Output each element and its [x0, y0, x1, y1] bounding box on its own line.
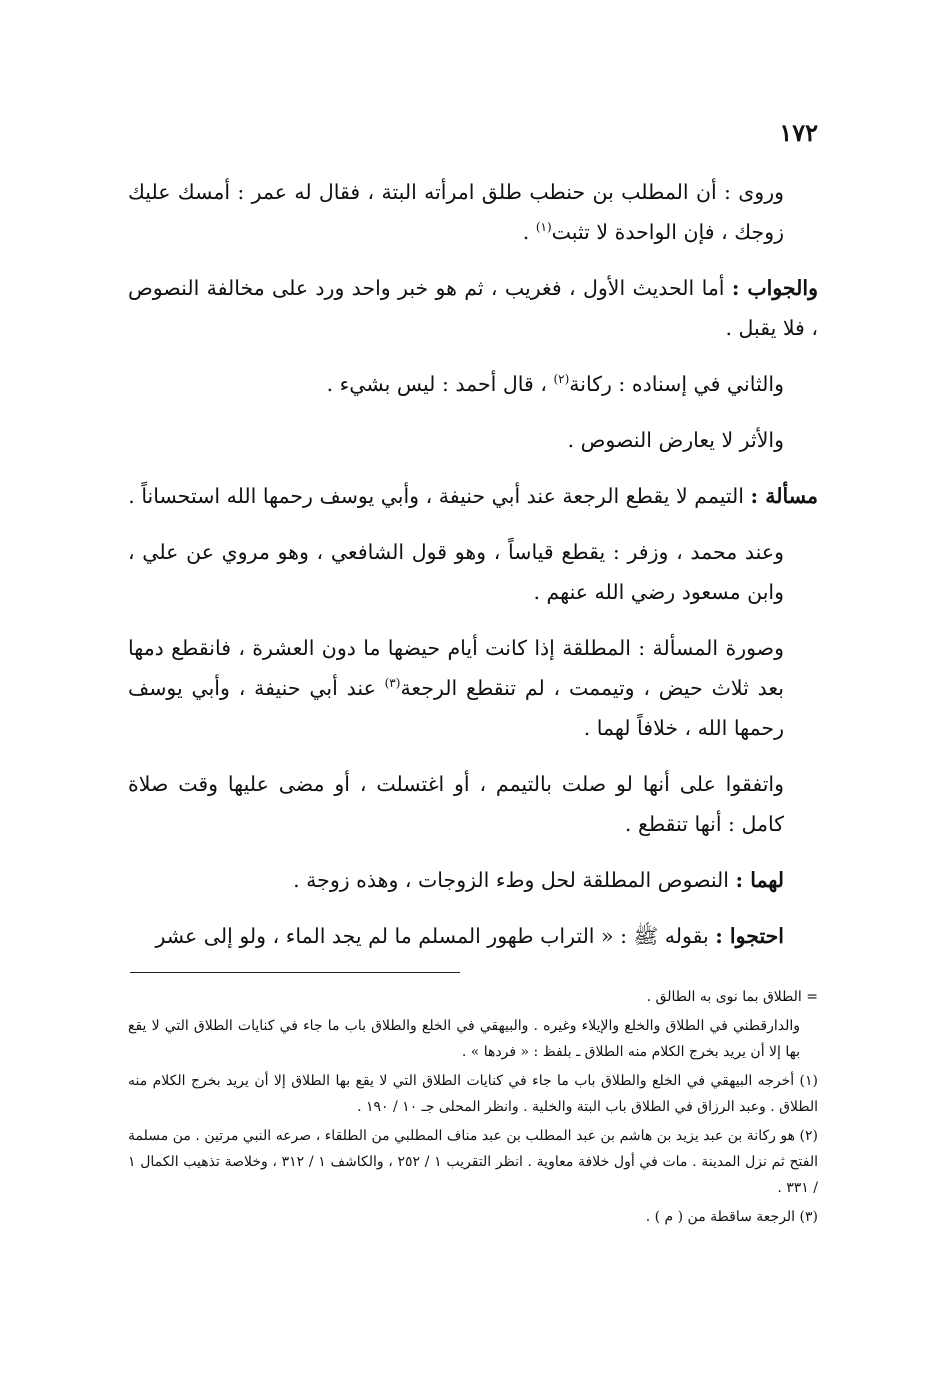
paragraph-text-tail: ، قال أحمد : ليس بشيء .: [326, 372, 554, 396]
paragraph-text: وروى : أن المطلب بن حنطب طلق امرأته البتة ، فقال له عمر : أمسك عليك زوجك ، فإن الواحدة لا تثبت: [128, 180, 784, 244]
paragraph: [128, 268, 818, 348]
main-text: [128, 172, 818, 972]
paragraph-text: أما الحديث الأول ، فغريب ، ثم هو خبر واحد ورد على مخالفة النصوص ، فلا يقبل .: [128, 276, 818, 340]
paragraph: [128, 420, 818, 460]
footnote: والدارقطني في الطلاق والخلع والإيلاء وغيره . والبيهقي في الخلع والطلاق باب ما جاء في كنايات الطلاق التي لا يقع بها إلا أن يريد بخرج الكلام منه الطلاق ـ بلفظ : « فردها » .: [128, 1018, 800, 1060]
paragraph-label: مسألة :: [750, 484, 818, 508]
footnote: = الطلاق بما نوى به الطالق .: [646, 989, 818, 1005]
paragraph-text: والأثر لا يعارض النصوص .: [567, 428, 784, 452]
footnote-ref: (٢): [553, 372, 570, 387]
paragraph-text-tail: عند أبي حنيفة ، وأبي يوسف رحمها الله ، خلافاً لهما .: [128, 676, 784, 740]
paragraph-label: والجواب :: [731, 276, 818, 300]
paragraph-text: وصورة المسألة : المطلقة إذا كانت أيام حيضها ما دون العشرة ، فانقطع دمها بعد ثلاث حيض ، وتيممت ، لم تنقطع الرجعة: [128, 636, 784, 700]
paragraph-text: واتفقوا على أنها لو صلت بالتيمم ، أو اغتسلت ، أو مضى عليها وقت صلاة كامل : أنها تنقطع .: [128, 772, 784, 836]
paragraph: [128, 532, 818, 612]
paragraph-label: لهما :: [735, 868, 784, 892]
paragraph: [128, 860, 818, 900]
paragraph: [128, 628, 818, 748]
paragraph-text: النصوص المطلقة لحل وطء الزوجات ، وهذه زوجة .: [293, 868, 736, 892]
paragraph: [128, 364, 818, 404]
footnote: (٣) الرجعة ساقطة من ( م ) .: [645, 1209, 818, 1225]
paragraph: [128, 476, 818, 516]
footnote-ref: (٣): [384, 676, 401, 691]
paragraph-text: بقوله ﷺ : « التراب طهور المسلم ما لم يجد الماء ، ولو إلى عشر: [155, 924, 716, 948]
footnote-ref: (١): [535, 220, 552, 235]
footnote-divider: [130, 972, 460, 973]
paragraph-text: وعند محمد ، وزفر : يقطع قياساً ، وهو قول الشافعي ، وهو مروي عن علي ، وابن مسعود رضي الله عنهم .: [128, 540, 784, 604]
paragraph: [128, 916, 818, 956]
paragraph: [128, 172, 818, 252]
paragraph-text-tail: .: [522, 220, 536, 244]
footnotes: [128, 984, 818, 1233]
paragraph-text: التيمم لا يقطع الرجعة عند أبي حنيفة ، وأبي يوسف رحمها الله استحساناً .: [128, 484, 751, 508]
paragraph: [128, 764, 818, 844]
footnote: (٢) هو ركانة بن عبد يزيد بن هاشم بن عبد المطلب بن عبد مناف المطلبي من الطلقاء ، صرعه النبي مرتين . من مسلمة الفتح ثم نزل المدينة . مات في أول خلافة معاوية . انظر التقريب ١ / ٢٥٢ ، والكاشف ١ / ٣١٢ ، وخلاصة تذهيب الكمال ١ / ٣٣١ .: [128, 1128, 818, 1196]
paragraph-label: احتجوا :: [715, 924, 784, 948]
paragraph-text: والثاني في إسناده : ركانة: [569, 372, 784, 396]
page-number: ١٧٢: [779, 118, 818, 147]
footnote: (١) أخرجه البيهقي في الخلع والطلاق باب ما جاء في كنايات الطلاق التي لا يقع بها الطلاق إلا أن يريد بخرج الكلام منه الطلاق . وعبد الرزاق في الطلاق باب البتة والخلية . وانظر المحلى جـ ١٠ / ١٩٠ .: [128, 1073, 818, 1115]
